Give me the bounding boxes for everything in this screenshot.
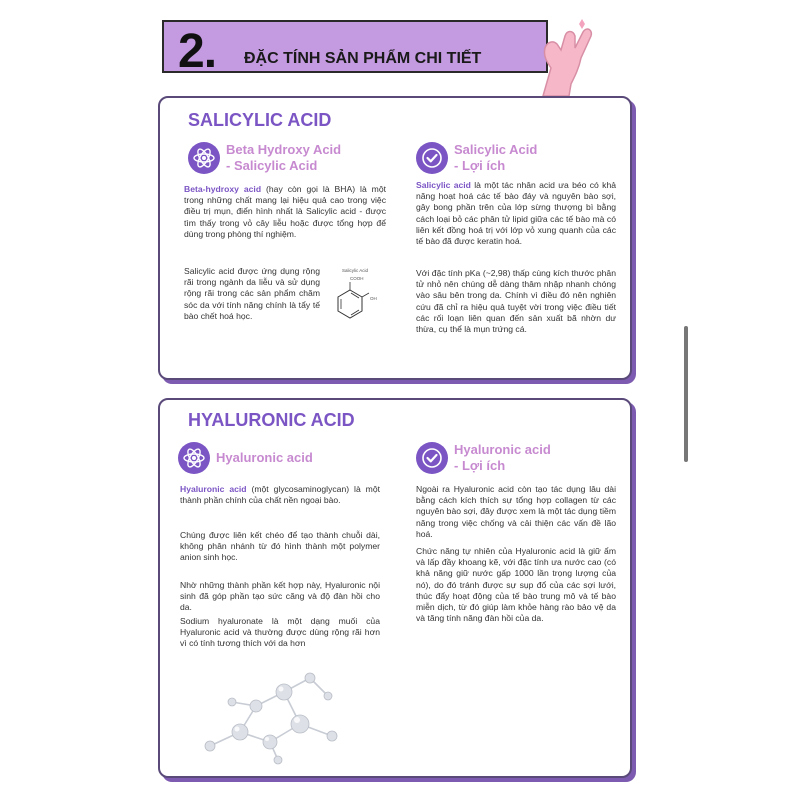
ha-paragraph-1-text: (một glycosaminoglycan) là một thành phần chính của chất nền ngoại bào. [180, 484, 380, 506]
bha-paragraph-2: Salicylic acid được ứng dụng rộng rãi trong ngành da liễu và sử dụng rộng rãi trong các sản phẩm chăm sóc da với tính năng chính là tẩy tế bào chết hoá học. [184, 266, 320, 321]
ha-benefit-line1: Hyaluronic acid [454, 442, 551, 457]
structure-label-cooh: COOH [350, 276, 364, 281]
bha-paragraph-1-text: (hay còn gọi là BHA) là một trong những chất mang lại hiệu quả cao trong việc điều trị mụn, điển hình nhất là Salicylic acid - được tìm thấy trong vỏ cây liễu hoặc được tổng hợp để dùng trong phòng thí nghiệm. [184, 184, 386, 239]
ha-benefit-line2: - Lợi ích [454, 458, 506, 473]
bha-paragraph-1 [184, 184, 386, 240]
atom-icon [178, 442, 210, 474]
ha-heading-text: Hyaluronic acid [216, 450, 313, 465]
salicylic-benefit-line1: Salicylic Acid [454, 142, 538, 157]
bha-heading-line1: Beta Hydroxy Acid [226, 142, 342, 157]
salicylic-benefit-line2: - Lợi ích [454, 158, 506, 173]
salicylic-benefit-paragraph-1-text: là một tác nhân acid ưa béo có khả năng hoạt hoá các tế bào đáy và nguyên bào sợi, gây bong phần trên của lớp sừng thượng bì bằng cách loại bỏ các phân tử lipid giữa các tế bào mà có liên kết đồng hoá trị với lớp vỏ xung quanh của các tế bào đã được keratin hoá. [416, 180, 616, 247]
bha-heading [188, 142, 341, 174]
molecule-illustration [200, 662, 350, 768]
hyaluronic-acid-card [158, 398, 632, 778]
section-banner [162, 20, 548, 78]
salicylic-acid-card [158, 96, 632, 380]
scrollbar[interactable] [684, 326, 688, 462]
section-number: 2. [178, 25, 217, 78]
salicylic-benefit-heading [416, 142, 537, 174]
ha-paragraph-3: Nhờ những thành phần kết hợp này, Hyaluronic nội sinh đã góp phần tạo sức căng và độ đàn hồi cho da. [180, 580, 380, 613]
ha-paragraph-1 [180, 484, 380, 506]
ha-benefit-heading [416, 442, 551, 474]
salicylic-benefit-paragraph-1 [416, 180, 616, 247]
checkmark-icon [416, 142, 448, 174]
checkmark-icon [416, 442, 448, 474]
salicylic-benefit-paragraph-2: Với đặc tính pKa (~2,98) thấp cùng kích thước phân tử nhỏ nên chúng dễ dàng thâm nhập nhanh chóng vào sâu bên trong da. Chính vì điều đó nên nghiên cứu đã chỉ ra hiệu quả tuyệt vời trong việc điều tiết các rối loạn liên quan đến sản xuất bã nhờn dư thừa, cụ thể là mụn trứng cá. [416, 268, 616, 335]
ha-paragraph-2: Chúng được liên kết chéo để tạo thành chuỗi dài, không phân nhánh từ đó hình thành một polymer anion sinh học. [180, 530, 380, 563]
ha-term: Hyaluronic acid [180, 484, 247, 494]
ha-heading [178, 442, 313, 474]
structure-label-oh: OH [370, 296, 377, 301]
bha-term: Beta-hydroxy acid [184, 184, 262, 194]
bha-heading-line2: - Salicylic Acid [226, 158, 318, 173]
salicylic-term: Salicylic acid [416, 180, 471, 190]
salicylic-acid-title: SALICYLIC ACID [188, 110, 332, 130]
ha-benefit-paragraph-1: Ngoài ra Hyaluronic acid còn tạo tác dụng lâu dài bằng cách kích thích sự tổng hợp collagen từ các nguyên bào sợi, đây được xem là một tác dụng tiềm năng trong việc chống và cải thiện các vấn đề lão hoá. [416, 484, 616, 539]
section-title: ĐẶC TÍNH SẢN PHẨM CHI TIẾT [244, 50, 482, 67]
ha-benefit-paragraph-2: Chức năng tự nhiên của Hyaluronic acid là giữ ẩm và lấp đầy khoang kẽ, với đặc tính ưa nước cao (có khả năng giữ nước gấp 1000 lần trọng lượng của nó), do đó tránh được sự sụp đổ của các sợi lưới, thúc đẩy hoạt động của tế bào trung mô và tế bào miễn dịch, từ đó giúp làm khỏe hàng rào bảo vệ da và tăng tính năng đàn hồi của da. [416, 546, 616, 624]
hand-icon [535, 18, 595, 98]
structure-label-name: Salicylic Acid [342, 268, 369, 273]
atom-icon [188, 142, 220, 174]
ha-paragraph-4: Sodium hyaluronate là một dạng muối của Hyaluronic acid và thường được dùng rộng rãi hơn vì có tính tương thích với da hơn [180, 616, 380, 649]
salicylic-structure-diagram [324, 266, 386, 330]
hyaluronic-acid-title: HYALURONIC ACID [188, 410, 355, 430]
